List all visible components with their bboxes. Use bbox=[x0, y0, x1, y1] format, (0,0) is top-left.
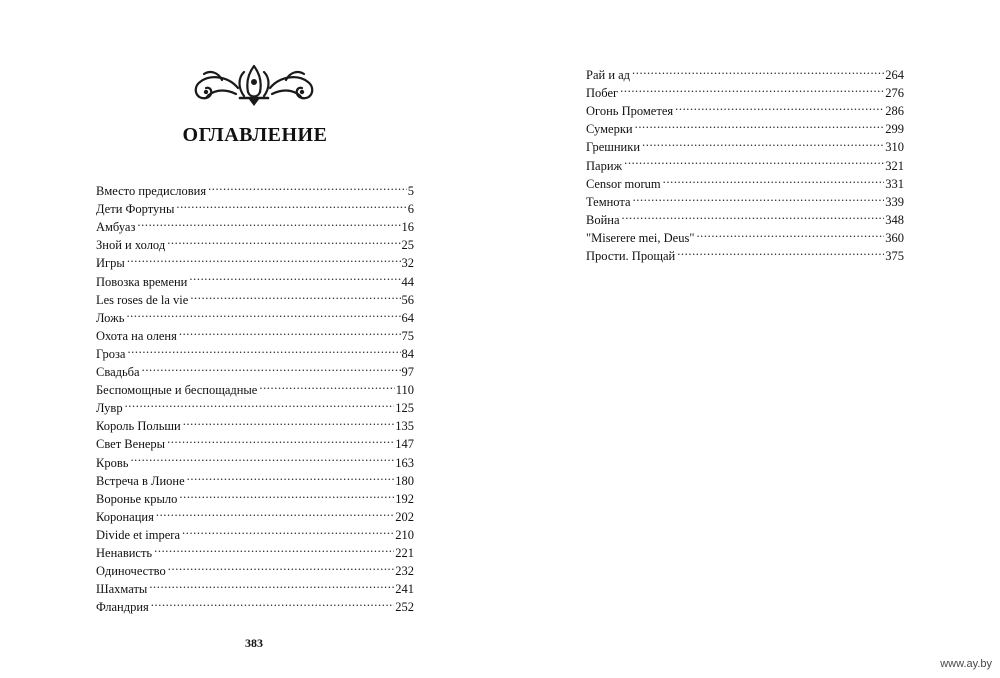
dot-leader bbox=[179, 322, 401, 340]
toc-entry-title: Ложь bbox=[96, 310, 125, 325]
right-page bbox=[500, 0, 1000, 678]
toc-entry-page: 375 bbox=[885, 249, 904, 264]
toc-entry-title: Рай и ад bbox=[586, 68, 631, 83]
toc-entry-title: Война bbox=[586, 212, 620, 227]
toc-entry-title: Свет Венеры bbox=[96, 437, 166, 452]
toc-entry bbox=[96, 394, 414, 416]
toc-entry-page: 25 bbox=[401, 238, 414, 253]
toc-entry bbox=[96, 358, 414, 380]
toc-entry-page: 135 bbox=[395, 419, 414, 434]
watermark: www.ay.by bbox=[940, 658, 992, 670]
toc-entry-page: 348 bbox=[885, 212, 904, 227]
toc-entry-page: 84 bbox=[401, 346, 414, 361]
toc-entry-page: 6 bbox=[407, 202, 414, 217]
toc-entry-page: 286 bbox=[885, 104, 904, 119]
dot-leader bbox=[208, 177, 407, 195]
toc-entry bbox=[96, 304, 414, 325]
toc-entry-page: 241 bbox=[395, 582, 414, 597]
dot-leader bbox=[663, 170, 885, 188]
dot-leader bbox=[635, 115, 885, 133]
dot-leader bbox=[126, 304, 400, 322]
toc-entry-page: 339 bbox=[885, 194, 904, 209]
toc-entry-title: Одиночество bbox=[96, 564, 166, 579]
toc-entry-title: Фландрия bbox=[96, 600, 149, 615]
page-number: 383 bbox=[245, 636, 263, 650]
toc-entry-title: Побег bbox=[586, 86, 619, 101]
toc-entry-page: 331 bbox=[885, 176, 904, 191]
toc-entry-title: Грешники bbox=[586, 140, 641, 155]
dot-leader bbox=[259, 376, 394, 394]
dot-leader bbox=[182, 521, 394, 539]
toc-entry bbox=[96, 213, 414, 235]
dot-leader bbox=[633, 188, 885, 206]
toc-entry-title: Зной и холод bbox=[96, 238, 166, 253]
toc-entry bbox=[586, 188, 904, 209]
toc-entry-title: Дети Фортуны bbox=[96, 202, 175, 217]
dot-leader bbox=[675, 97, 884, 115]
dot-leader bbox=[156, 503, 394, 521]
toc-entry bbox=[96, 467, 414, 488]
dot-leader bbox=[677, 242, 884, 260]
toc-entry-title: Кровь bbox=[96, 455, 129, 470]
toc-entry-page: 202 bbox=[395, 509, 414, 524]
dot-leader bbox=[179, 485, 394, 503]
toc-entry-title: Темнота bbox=[586, 194, 631, 209]
toc-entry bbox=[586, 224, 904, 245]
toc-entry-page: 264 bbox=[885, 68, 904, 83]
dot-leader bbox=[632, 61, 884, 79]
toc-entry-title: Огонь Прометея bbox=[586, 104, 674, 119]
dot-leader bbox=[624, 151, 884, 169]
toc-entry-page: 32 bbox=[401, 256, 414, 271]
toc-entry-title: Воронье крыло bbox=[96, 491, 178, 506]
toc-entry-title: Беспомощные и беспощадные bbox=[96, 383, 258, 398]
dot-leader bbox=[176, 195, 406, 213]
toc-entry-page: 163 bbox=[395, 455, 414, 470]
toc-entry-title: Вместо предисловия bbox=[96, 184, 207, 199]
toc-entry-page: 232 bbox=[395, 564, 414, 579]
toc-entry bbox=[586, 79, 904, 101]
dot-leader bbox=[167, 430, 394, 448]
toc-entry-title: Сумерки bbox=[586, 122, 633, 137]
toc-entry bbox=[586, 61, 904, 83]
toc-entry bbox=[586, 115, 904, 137]
toc-entry-page: 276 bbox=[885, 86, 904, 101]
toc-entry-page: 110 bbox=[395, 383, 414, 398]
toc-entry-title: Амбуаз bbox=[96, 220, 136, 235]
toc-entry-title: Ненависть bbox=[96, 545, 153, 560]
dot-leader bbox=[137, 213, 400, 231]
toc-entry-title: Divide et impera bbox=[96, 527, 180, 542]
dot-leader bbox=[189, 267, 400, 285]
toc-entry-title: Игры bbox=[96, 256, 125, 271]
toc-entry bbox=[96, 412, 414, 434]
toc-entry-title: Охота на оленя bbox=[96, 328, 177, 343]
dot-leader bbox=[620, 79, 884, 97]
toc-entry-page: 56 bbox=[401, 292, 414, 307]
toc-entry bbox=[96, 376, 414, 398]
toc-entry-title: Шахматы bbox=[96, 582, 148, 597]
toc-entry-page: 210 bbox=[395, 527, 414, 542]
toc-entry bbox=[96, 177, 414, 199]
dot-leader bbox=[696, 224, 884, 242]
toc-entry-title: Король Польши bbox=[96, 419, 181, 434]
toc-entry-title: Париж bbox=[586, 158, 623, 173]
dot-leader bbox=[127, 249, 401, 267]
toc-entry-title: Censor morum bbox=[586, 176, 661, 191]
toc-entry-title: Гроза bbox=[96, 346, 126, 361]
toc-entry-page: 75 bbox=[401, 328, 414, 343]
toc-entry-title: "Miserere mei, Deus" bbox=[586, 230, 695, 245]
toc-entry bbox=[96, 249, 414, 271]
dot-leader bbox=[149, 575, 394, 593]
toc-entry-title: Les roses de la vie bbox=[96, 292, 189, 307]
toc-entry-page: 125 bbox=[395, 401, 414, 416]
toc-entry-page: 299 bbox=[885, 122, 904, 137]
toc-entry-page: 5 bbox=[407, 184, 414, 199]
toc-entry-page: 221 bbox=[395, 545, 414, 560]
toc-entry-page: 192 bbox=[395, 491, 414, 506]
dot-leader bbox=[168, 557, 394, 575]
toc-entry-title: Прости. Прощай bbox=[586, 249, 676, 264]
toc-entry-page: 180 bbox=[395, 473, 414, 488]
toc-entry bbox=[96, 340, 414, 361]
toc-entry-page: 321 bbox=[885, 158, 904, 173]
toc-entry bbox=[96, 322, 414, 343]
baroque-scroll-ornament-icon bbox=[188, 58, 320, 108]
dot-leader bbox=[642, 133, 884, 151]
dot-leader bbox=[130, 448, 394, 466]
toc-entry-page: 147 bbox=[395, 437, 414, 452]
toc-entry-title: Свадьба bbox=[96, 365, 140, 380]
dot-leader bbox=[142, 358, 401, 376]
dot-leader bbox=[167, 231, 400, 249]
toc-entry bbox=[586, 151, 904, 173]
dot-leader bbox=[154, 539, 394, 557]
dot-leader bbox=[190, 286, 400, 304]
toc-entry-page: 97 bbox=[401, 365, 414, 380]
toc-heading: ОГЛАВЛЕНИЕ bbox=[182, 124, 328, 146]
toc-entry-page: 310 bbox=[885, 140, 904, 155]
toc-entry-page: 44 bbox=[401, 274, 414, 289]
toc-list-left bbox=[96, 177, 414, 615]
dot-leader bbox=[127, 340, 400, 358]
toc-entry-page: 252 bbox=[395, 600, 414, 615]
toc-entry-title: Лувр bbox=[96, 401, 123, 416]
toc-list-right bbox=[586, 61, 904, 264]
toc-entry-page: 16 bbox=[401, 220, 414, 235]
dot-leader bbox=[183, 412, 395, 430]
toc-entry bbox=[586, 97, 904, 119]
toc-entry bbox=[96, 231, 414, 253]
toc-entry bbox=[96, 448, 414, 470]
dot-leader bbox=[151, 593, 394, 611]
dot-leader bbox=[622, 206, 885, 224]
dot-leader bbox=[125, 394, 395, 412]
toc-entry-page: 64 bbox=[401, 310, 414, 325]
toc-entry-page: 360 bbox=[885, 230, 904, 245]
toc-entry-title: Повозка времени bbox=[96, 274, 188, 289]
toc-entry bbox=[96, 267, 414, 289]
dot-leader bbox=[187, 467, 395, 485]
toc-entry bbox=[586, 170, 904, 191]
toc-entry-title: Коронация bbox=[96, 509, 154, 524]
toc-entry-title: Встреча в Лионе bbox=[96, 473, 185, 488]
toc-entry bbox=[586, 206, 904, 227]
